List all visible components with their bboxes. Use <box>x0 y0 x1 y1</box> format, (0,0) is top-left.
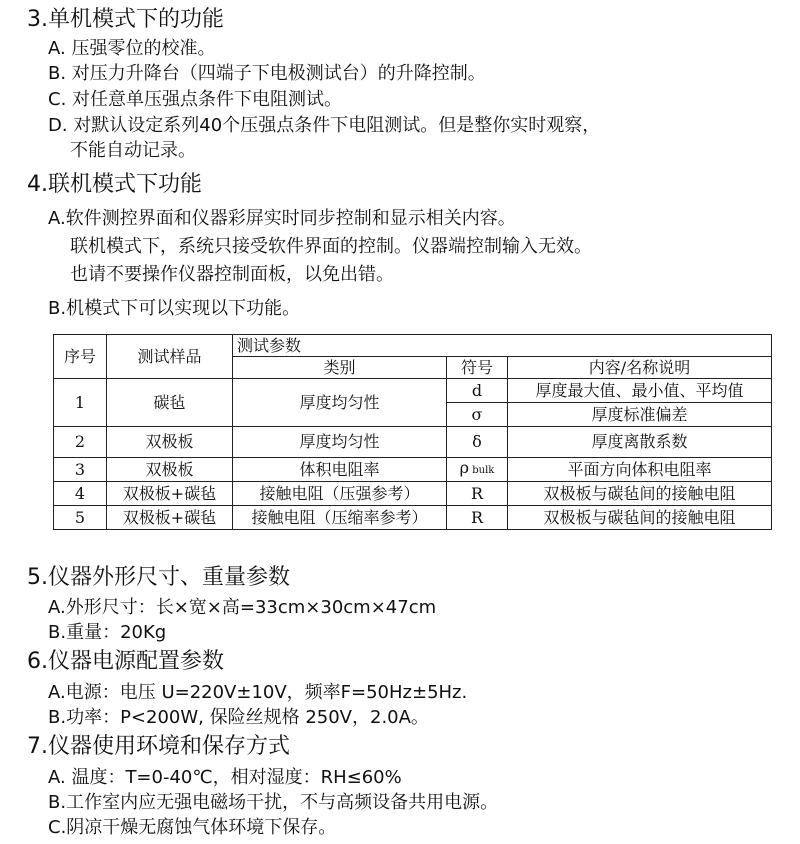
section-4-title: 4.联机模式下功能 <box>27 172 202 197</box>
row2-category: 厚度均匀性 <box>233 427 447 458</box>
section-3-item-a: A. 压强零位的校准。 <box>48 38 216 59</box>
table-row <box>54 506 772 530</box>
row2-desc: 厚度离散系数 <box>508 427 772 458</box>
section-7-item-c: C.阴凉干燥无腐蚀气体环境下保存。 <box>48 817 337 838</box>
header-desc: 内容/名称说明 <box>508 357 772 379</box>
row2-sample: 双极板 <box>107 427 233 458</box>
row1-seq: 1 <box>54 379 107 427</box>
row5-symbol: R <box>447 506 508 530</box>
table-row <box>54 379 772 403</box>
table-row <box>54 427 772 458</box>
table-row <box>54 458 772 482</box>
row1-sample: 碳毡 <box>107 379 233 427</box>
row3-category: 体积电阻率 <box>233 458 447 482</box>
row5-category: 接触电阻（压缩率参考） <box>233 506 447 530</box>
row4-sample: 双极板+碳毡 <box>107 482 233 506</box>
section-5-title: 5.仪器外形尺寸、重量参数 <box>27 565 290 590</box>
header-sample: 测试样品 <box>107 335 233 379</box>
row1-desc-2: 厚度标准偏差 <box>508 403 772 427</box>
section-4-item-a-line1: A.软件测控界面和仪器彩屏实时同步控制和显示相关内容。 <box>48 208 516 229</box>
row4-category: 接触电阻（压强参考） <box>233 482 447 506</box>
section-7-item-a: A. 温度：T=0-40℃，相对湿度：RH≤60% <box>48 767 402 788</box>
section-3-item-d-line1: D. 对默认设定系列40个压强点条件下电阻测试。但是整你实时观察， <box>48 115 601 136</box>
section-6-item-b: B.功率：P<200W, 保险丝规格 250V，2.0A。 <box>48 707 429 728</box>
row2-seq: 2 <box>54 427 107 458</box>
rho-subscript-text: bulk <box>472 465 495 476</box>
section-6-item-a: A.电源：电压 U=220V±10V，频率F=50Hz±5Hz. <box>48 682 468 703</box>
section-4-item-a-line2: 联机模式下，系统只接受软件界面的控制。仪器端控制输入无效。 <box>70 236 592 257</box>
row5-sample: 双极板+碳毡 <box>107 506 233 530</box>
header-category: 类别 <box>233 357 447 379</box>
row1-category: 厚度均匀性 <box>233 379 447 427</box>
row2-symbol: δ <box>447 427 508 458</box>
test-parameters-table <box>53 334 772 530</box>
row5-desc: 双极板与碳毡间的接触电阻 <box>508 506 772 530</box>
section-5-item-b: B.重量：20Kg <box>48 622 167 643</box>
section-3-item-c: C. 对任意单压强点条件下电阻测试。 <box>48 89 343 110</box>
header-symbol: 符号 <box>447 357 508 379</box>
section-4-item-b: B.机模式下可以实现以下功能。 <box>48 298 301 319</box>
section-4-item-a-line3: 也请不要操作仪器控制面板，以免出错。 <box>70 264 394 285</box>
row3-symbol <box>447 458 508 482</box>
row4-desc: 双极板与碳毡间的接触电阻 <box>508 482 772 506</box>
rho-symbol: ρ <box>459 458 470 477</box>
section-3-item-b: B. 对压力升降台（四端子下电极测试台）的升降控制。 <box>48 63 486 84</box>
section-3-title: 3.单机模式下的功能 <box>27 7 224 32</box>
section-3-item-d-line2: 不能自动记录。 <box>70 140 196 161</box>
row4-seq: 4 <box>54 482 107 506</box>
table-row <box>54 482 772 506</box>
row4-symbol: R <box>447 482 508 506</box>
section-6-title: 6.仪器电源配置参数 <box>27 649 224 674</box>
row3-seq: 3 <box>54 458 107 482</box>
row3-desc: 平面方向体积电阻率 <box>508 458 772 482</box>
row5-seq: 5 <box>54 506 107 530</box>
row1-symbol-2: σ <box>447 403 508 427</box>
row1-desc-1: 厚度最大值、最小值、平均值 <box>508 379 772 403</box>
row1-symbol-1: d <box>447 379 508 403</box>
section-7-item-b: B.工作室内应无强电磁场干扰，不与高频设备共用电源。 <box>48 792 499 813</box>
row3-sample: 双极板 <box>107 458 233 482</box>
header-params: 测试参数 <box>233 335 772 357</box>
rho-subscript <box>469 465 494 476</box>
header-seq: 序号 <box>54 335 107 379</box>
section-5-item-a: A.外形尺寸：长×宽×高=33cm×30cm×47cm <box>48 597 437 618</box>
section-7-title: 7.仪器使用环境和保存方式 <box>27 734 290 759</box>
